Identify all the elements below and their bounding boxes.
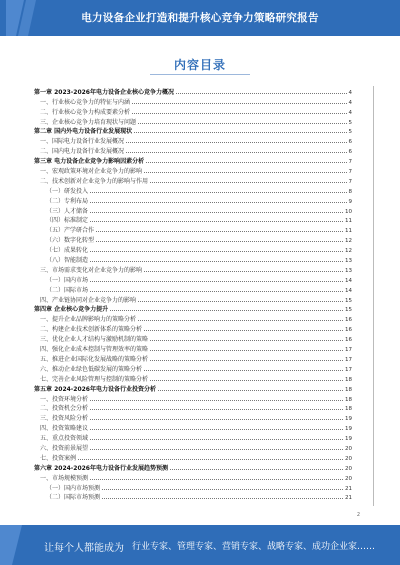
toc-entry-label: 四、投资策略建议 — [40, 425, 89, 433]
footer-tagline: 行业专家、管理专家、营销专家、战略专家、成功企业家…… — [132, 542, 376, 552]
toc-entry[interactable] — [34, 155, 352, 165]
toc-leader-dots — [150, 360, 343, 361]
toc-leader-dots — [96, 231, 343, 232]
toc-leader-dots — [78, 459, 343, 460]
toc-entry-label: 第五章 2024-2026年电力设备行业投资分析 — [34, 385, 156, 393]
toc-leader-dots — [144, 330, 343, 331]
toc-entry-page: 19 — [345, 436, 352, 443]
toc-entry[interactable] — [34, 274, 352, 284]
toc-leader-dots — [90, 192, 346, 193]
toc-entry[interactable] — [34, 323, 352, 333]
toc-leader-dots — [90, 439, 343, 440]
toc-leader-dots — [126, 142, 346, 143]
toc-entry-page: 17 — [345, 347, 352, 354]
toc-leader-dots — [150, 350, 343, 351]
toc-entry-page: 18 — [345, 406, 352, 413]
toc-entry-page: 7 — [348, 178, 352, 185]
toc-entry-page: 14 — [345, 287, 352, 294]
toc-entry[interactable] — [34, 403, 352, 413]
toc-entry-label: （一）国内市场预测 — [46, 484, 101, 492]
toc-entry-label: 二、行业核心竞争力构成要素分析 — [40, 108, 131, 116]
toc-entry-label: 第三章 电力设备企业竞争力影响因素分析 — [34, 158, 145, 166]
toc-entry[interactable] — [34, 264, 352, 274]
toc-leader-dots — [90, 251, 343, 252]
toc-entry-label: （四）标准制定 — [46, 217, 89, 225]
toc-entry-page: 5 — [348, 129, 352, 136]
toc-entry-label: （六）数字化转型 — [46, 237, 95, 245]
toc-entry[interactable] — [34, 333, 352, 343]
toc-entry-page: 18 — [345, 376, 352, 383]
toc-entry-page: 7 — [348, 159, 352, 166]
toc-entry[interactable] — [34, 135, 352, 145]
toc-leader-dots — [132, 103, 346, 104]
toc-entry[interactable] — [34, 165, 352, 175]
toc-entry-page: 15 — [345, 307, 352, 314]
toc-entry-page: 4 — [348, 99, 352, 106]
toc-entry-label: 三、投资风险分析 — [40, 415, 89, 423]
toc-entry[interactable] — [34, 363, 352, 373]
toc-entry-label: （二）国际市场预测 — [46, 494, 101, 502]
toc-entry[interactable] — [34, 175, 352, 185]
toc-entry-page: 20 — [345, 445, 352, 452]
toc-entry-page: 17 — [345, 366, 352, 373]
toc-entry-page: 9 — [348, 198, 352, 205]
toc-entry-label: 一、国际电力设备行业发展概况 — [40, 138, 125, 146]
toc-entry-label: 七、投资案例 — [40, 454, 77, 462]
toc-leader-dots — [90, 212, 343, 213]
header-bar — [0, 0, 400, 36]
toc-entry[interactable] — [34, 462, 352, 472]
right-margin-line — [373, 86, 374, 506]
toc-leader-dots — [90, 479, 343, 480]
toc-leader-dots — [134, 132, 346, 133]
toc-leader-dots — [132, 113, 346, 114]
toc-entry-page: 18 — [345, 396, 352, 403]
toc-entry[interactable] — [34, 383, 352, 393]
toc-entry-label: 一、行业核心竞争力的特征与内涵 — [40, 98, 131, 106]
toc-leader-dots — [150, 380, 343, 381]
toc-leader-dots — [90, 429, 343, 430]
toc-leader-dots — [176, 93, 347, 94]
toc-leader-dots — [170, 469, 343, 470]
toc-entry-label: 二、构建企业技术创新体系的策略分析 — [40, 326, 143, 334]
toc-leader-dots — [158, 390, 343, 391]
toc-leader-dots — [90, 221, 343, 222]
footer-decoration — [0, 525, 34, 565]
toc-leader-dots — [144, 370, 343, 371]
toc-leader-dots — [138, 301, 343, 302]
toc-leader-dots — [90, 409, 343, 410]
toc-entry-page: 12 — [345, 238, 352, 245]
toc-leader-dots — [90, 419, 343, 420]
toc-entry[interactable] — [34, 422, 352, 432]
toc-entry-label: 三、优化企业人才结构与激励机制的策略 — [40, 336, 149, 344]
report-title: 电力设备企业打造和提升核心竞争力策略研究报告 — [81, 12, 319, 24]
toc-leader-dots — [144, 271, 343, 272]
toc-entry-label: 七、完善企业风险管理与控制的策略分析 — [40, 375, 149, 383]
toc-leader-dots — [90, 281, 343, 282]
toc-leader-dots — [102, 498, 343, 499]
toc-entry-page: 8 — [348, 188, 352, 195]
toc-entry-label: （五）产学研合作 — [46, 227, 95, 235]
toc-entry-page: 10 — [345, 208, 352, 215]
toc-entry-label: （二）国际市场 — [46, 286, 89, 294]
toc-entry-label: 二、投资机会分析 — [40, 405, 89, 413]
toc-entry-label: 三、企业核心竞争力培育现状与问题 — [40, 118, 137, 126]
toc-entry-page: 16 — [345, 337, 352, 344]
toc-entry-label: 六、推动企业绿色低碳发展的策略分析 — [40, 365, 143, 373]
toc-leader-dots — [90, 261, 343, 262]
toc-entry[interactable] — [34, 205, 352, 215]
toc-entry[interactable] — [34, 492, 352, 502]
toc-leader-dots — [90, 449, 343, 450]
toc-entry-label: 四、强化企业成本控制与管理效率的策略 — [40, 346, 149, 354]
toc-entry[interactable] — [34, 393, 352, 403]
toc-entry-label: 三、市场需求变化对企业竞争力的影响 — [40, 266, 143, 274]
page-number: 2 — [356, 512, 360, 518]
toc-entry-label: （八）智能制造 — [46, 257, 89, 265]
toc-leader-dots — [90, 400, 343, 401]
toc-entry[interactable] — [34, 373, 352, 383]
toc-entry[interactable] — [34, 185, 352, 195]
toc-entry-page: 18 — [345, 386, 352, 393]
toc-entry-page: 4 — [348, 109, 352, 116]
toc-leader-dots — [138, 320, 343, 321]
toc-entry-page: 7 — [348, 169, 352, 176]
toc-entry-page: 13 — [345, 267, 352, 274]
footer-bar — [0, 525, 400, 565]
toc-leader-dots — [138, 123, 346, 124]
toc-entry-page: 11 — [345, 218, 352, 225]
table-of-contents — [34, 86, 352, 501]
toc-entry-page: 5 — [348, 119, 352, 126]
toc-entry[interactable] — [34, 294, 352, 304]
toc-entry-page: 16 — [345, 327, 352, 334]
toc-entry-label: 一、市场规模预测 — [40, 474, 89, 482]
toc-entry[interactable] — [34, 224, 352, 234]
footer-slogan: 让每个人都能成为 — [44, 543, 124, 554]
toc-entry[interactable] — [34, 116, 352, 126]
toc-entry[interactable] — [34, 244, 352, 254]
toc-leader-dots — [146, 162, 346, 163]
toc-entry-label: 一、宏观政策环境对企业竞争力的影响 — [40, 168, 143, 176]
toc-entry-label: （三）人才储备 — [46, 207, 89, 215]
toc-entry-page: 19 — [345, 426, 352, 433]
toc-entry-label: 一、提升企业品牌影响力的策略分析 — [40, 316, 137, 324]
toc-heading: 内容目录 — [173, 58, 226, 72]
toc-entry[interactable] — [34, 96, 352, 106]
toc-entry[interactable] — [34, 482, 352, 492]
toc-entry-page: 17 — [345, 356, 352, 363]
toc-entry[interactable] — [34, 313, 352, 323]
toc-entry-page: 6 — [348, 149, 352, 156]
toc-entry[interactable] — [34, 412, 352, 422]
toc-entry-page: 20 — [345, 465, 352, 472]
toc-entry-page: 14 — [345, 277, 352, 284]
toc-entry[interactable] — [34, 472, 352, 482]
toc-entry[interactable] — [34, 106, 352, 116]
toc-leader-dots — [126, 152, 346, 153]
toc-leader-dots — [102, 489, 343, 490]
toc-entry[interactable] — [34, 442, 352, 452]
toc-entry-label: （一）研发投入 — [46, 187, 89, 195]
toc-entry-label: 六、投资前景展望 — [40, 444, 89, 452]
toc-entry-label: 五、重点投资领域 — [40, 435, 89, 443]
toc-entry-label: （一）国内市场 — [46, 276, 89, 284]
toc-entry-label: （七）成果转化 — [46, 247, 89, 255]
toc-entry[interactable] — [34, 195, 352, 205]
toc-entry-page: 16 — [345, 317, 352, 324]
toc-entry-page: 21 — [345, 485, 352, 492]
toc-entry-page: 19 — [345, 416, 352, 423]
toc-entry[interactable] — [34, 432, 352, 442]
toc-leader-dots — [110, 310, 343, 311]
toc-entry-label: 二、国内电力设备行业发展概况 — [40, 148, 125, 156]
toc-entry-label: 二、技术创新对企业竞争力的影响与作用 — [40, 177, 149, 185]
toc-entry[interactable] — [34, 126, 352, 136]
toc-entry-label: 五、推进企业国际化发展战略的策略分析 — [40, 355, 149, 363]
heading-divider — [150, 74, 250, 75]
toc-leader-dots — [150, 182, 346, 183]
toc-entry-page: 15 — [345, 297, 352, 304]
toc-entry-page: 13 — [345, 258, 352, 265]
toc-leader-dots — [144, 172, 346, 173]
toc-leader-dots — [96, 241, 343, 242]
toc-entry[interactable] — [34, 353, 352, 363]
toc-entry-label: 四、产业链协同对企业竞争力的影响 — [40, 296, 137, 304]
toc-entry-page: 4 — [348, 89, 352, 96]
toc-entry[interactable] — [34, 284, 352, 294]
toc-entry-label: 第四章 企业核心竞争力提升 — [34, 306, 109, 314]
toc-entry-page: 12 — [345, 248, 352, 255]
toc-leader-dots — [90, 291, 343, 292]
toc-entry-label: 第二章 国内外电力设备行业发展现状 — [34, 128, 133, 136]
toc-entry-label: （二）专利布局 — [46, 197, 89, 205]
toc-entry-page: 11 — [345, 228, 352, 235]
toc-entry[interactable] — [34, 254, 352, 264]
toc-leader-dots — [150, 340, 343, 341]
toc-entry-label: 第六章 2024-2026年电力设备行业发展趋势预测 — [34, 464, 168, 472]
toc-entry-page: 20 — [345, 475, 352, 482]
toc-entry-page: 20 — [345, 455, 352, 462]
toc-entry-page: 6 — [348, 139, 352, 146]
toc-entry[interactable] — [34, 86, 352, 96]
toc-entry[interactable] — [34, 304, 352, 314]
toc-entry[interactable] — [34, 452, 352, 462]
toc-leader-dots — [90, 202, 346, 203]
toc-entry[interactable] — [34, 343, 352, 353]
toc-entry[interactable] — [34, 215, 352, 225]
toc-entry[interactable] — [34, 145, 352, 155]
toc-entry[interactable] — [34, 234, 352, 244]
toc-entry-label: 一、投资环境分析 — [40, 395, 89, 403]
toc-entry-page: 21 — [345, 495, 352, 502]
toc-entry-label: 第一章 2023-2026年电力设备企业核心竞争力概况 — [34, 88, 174, 96]
